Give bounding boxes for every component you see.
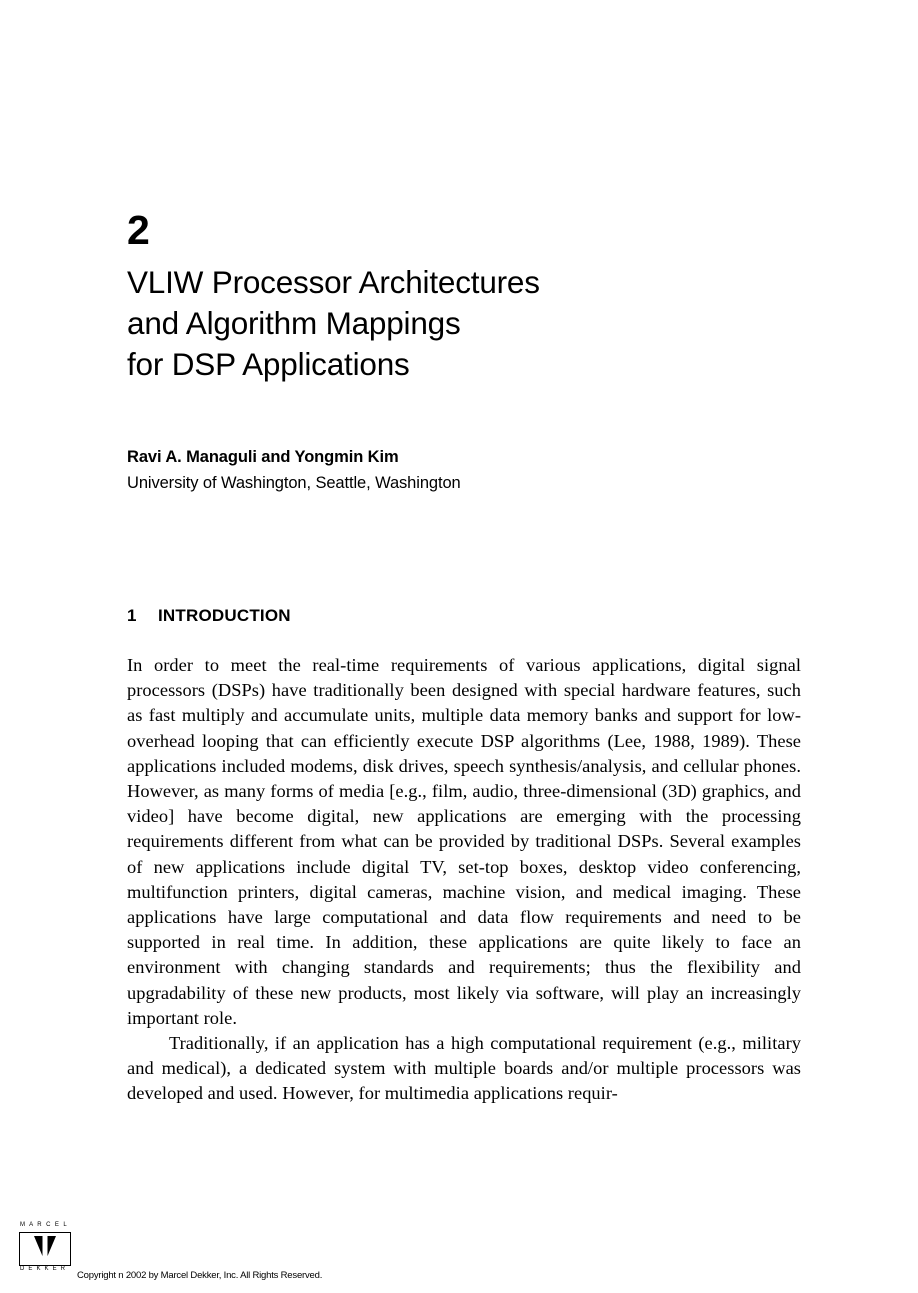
affiliation: University of Washington, Seattle, Washington xyxy=(127,474,461,492)
paragraph-2: Traditionally, if an application has a high computational requirement (e.g., military and medical), a dedicated system with multiple boards and/or multiple processors was developed and used. However, for multimedia applications requir- xyxy=(127,1033,801,1104)
body-text xyxy=(127,653,801,1107)
paragraph-1: In order to meet the real-time requirements of various applications, digital signal processors (DSPs) have traditionally been designed with special hardware features, such as fast multiply and accumulate units, multiple data memory banks and support for low-overhead looping that can efficiently execute DSP algorithms (Lee, 1988, 1989). These applications included modems, disk drives, speech synthesis/analysis, and cellular phones. However, as many forms of media [e.g., film, audio, three-dimensional (3D) graphics, and video] have become digital, new applications are emerging with the processing requirements different from what can be provided by traditional DSPs. Several examples of new applications include digital TV, set-top boxes, desktop video conferencing, multifunction printers, digital cameras, machine vision, and medical imaging. These applications have large computational and data flow requirements and need to be supported in real time. In addition, these applications are quite likely to face an environment with changing standards and requirements; thus the flexibility and upgradability of these new products, most likely via software, will play an increasingly important role. xyxy=(127,655,801,1028)
page-content xyxy=(127,0,801,1107)
logo-publisher-top: M A R C E L xyxy=(20,1222,69,1228)
authors: Ravi A. Managuli and Yongmin Kim xyxy=(127,448,399,466)
chapter-title xyxy=(127,262,801,385)
logo-box xyxy=(19,1232,71,1266)
chapter-title-line-3: for DSP Applications xyxy=(127,346,410,382)
chapter-title-line-1: VLIW Processor Architectures xyxy=(127,264,540,300)
logo-stem xyxy=(43,1236,48,1263)
chapter-number: 2 xyxy=(127,207,150,253)
section-title: INTRODUCTION xyxy=(158,606,291,625)
chapter-title-line-2: and Algorithm Mappings xyxy=(127,305,461,341)
logo-publisher-bottom: D E K K E R xyxy=(20,1266,67,1272)
copyright-notice: Copyright n 2002 by Marcel Dekker, Inc. All Rights Reserved. xyxy=(77,1270,323,1281)
marcel-dekker-logo-icon xyxy=(17,1222,75,1274)
section-heading xyxy=(127,606,801,626)
section-number: 1 xyxy=(127,606,137,625)
